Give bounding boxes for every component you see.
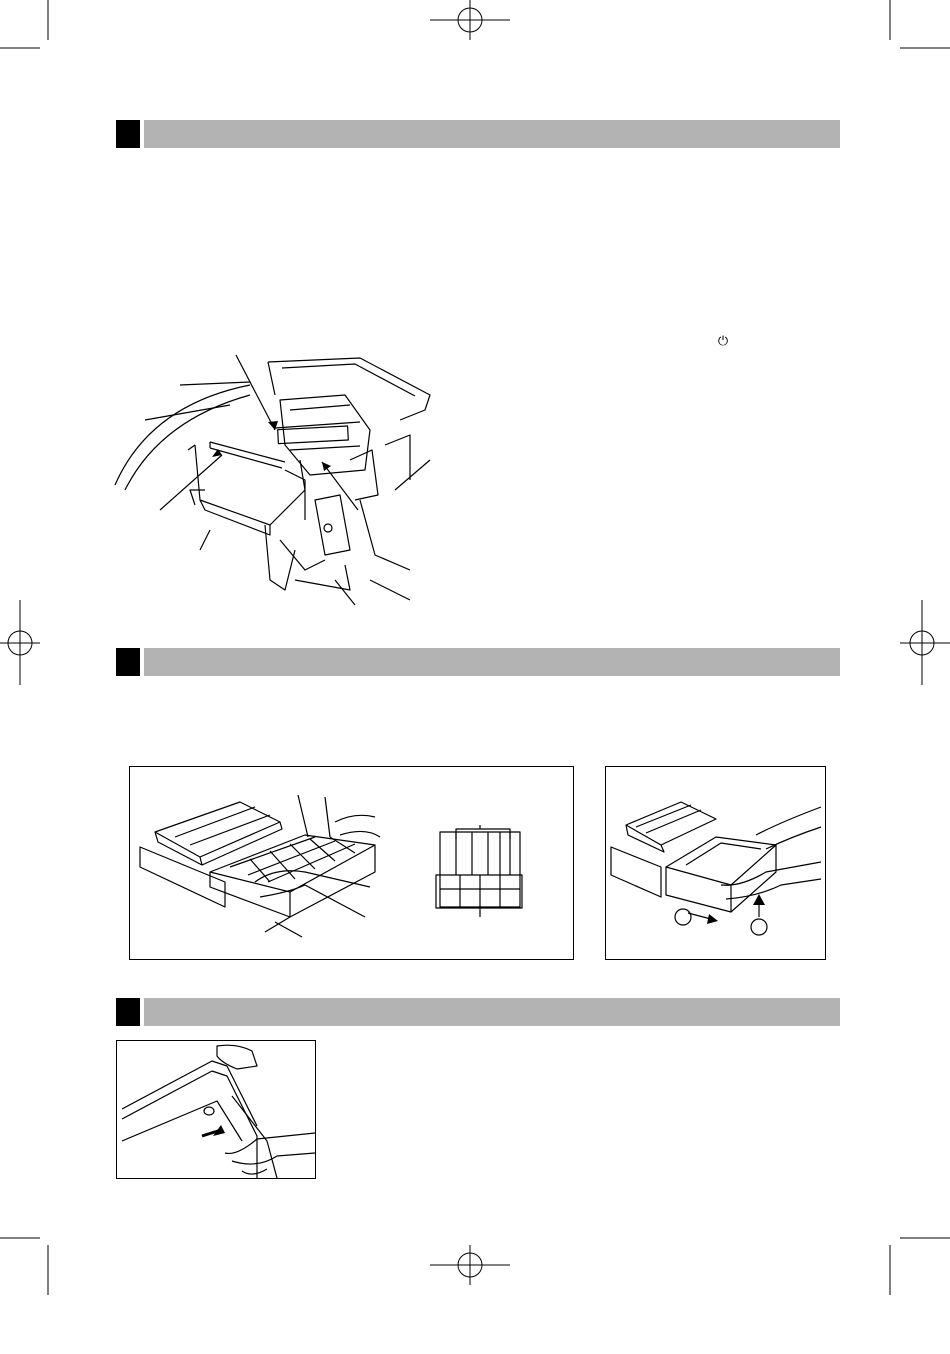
- section-3-number-block: [116, 998, 140, 1026]
- drawer-pullout-figure: [605, 766, 826, 960]
- drawer-till-illustration: [130, 767, 573, 959]
- section-1-title-band: [144, 120, 840, 148]
- drawer-release-illustration: [117, 1041, 315, 1178]
- drawer-removal-figure: [129, 766, 574, 960]
- section-1-header-bar: [116, 120, 840, 148]
- power-icon: ⏻: [717, 334, 729, 349]
- top-crosshair-icon: [430, 0, 510, 40]
- section-3-header-bar: [116, 998, 840, 1026]
- bottom-crosshair-icon: [430, 1245, 510, 1285]
- left-crosshair-icon: [0, 600, 40, 685]
- section-1-number-block: [116, 120, 140, 148]
- section-2-number-block: [116, 648, 140, 676]
- printer-head-illustration: [110, 350, 440, 610]
- right-crosshair-icon: [900, 600, 950, 685]
- section-2-header-bar: [116, 648, 840, 676]
- section-3-title-band: [144, 998, 840, 1026]
- section-2-title-band: [144, 648, 840, 676]
- drawer-pullout-illustration: [606, 767, 825, 959]
- drawer-release-figure: [116, 1040, 316, 1179]
